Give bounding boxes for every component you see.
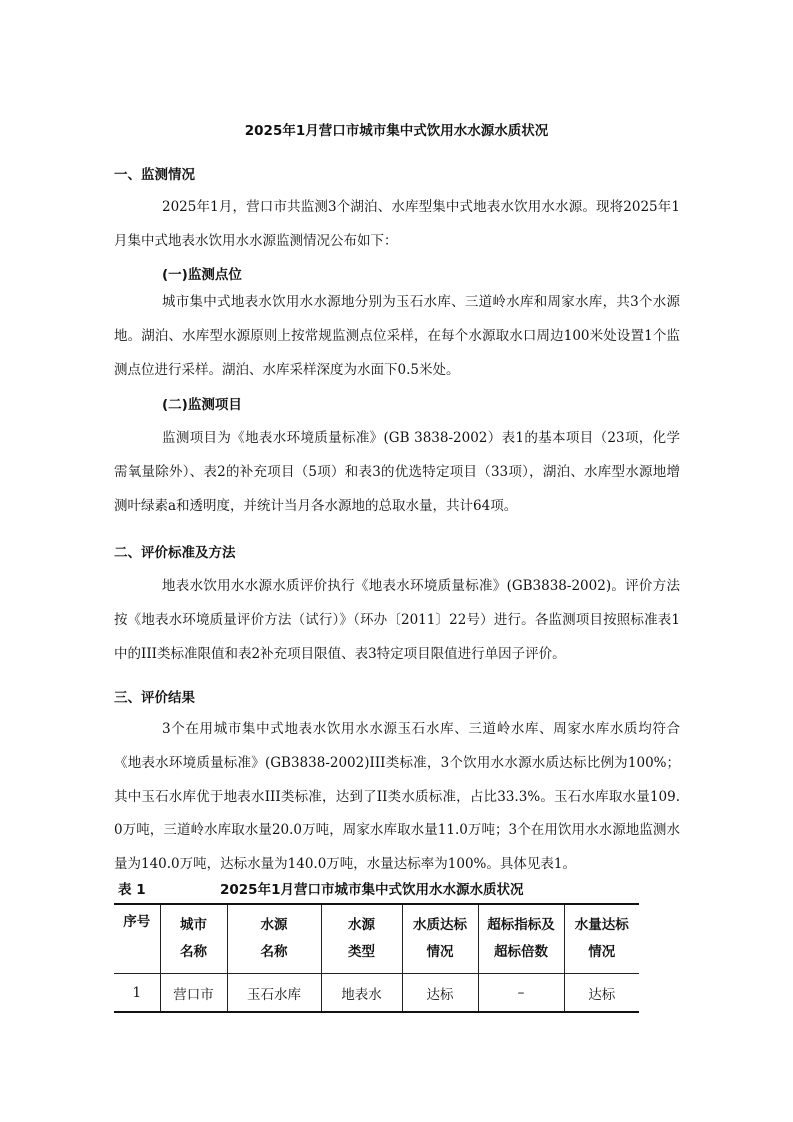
header-cell-city: 城市 名称 [160, 904, 227, 974]
table-label: 表 1 [118, 882, 146, 898]
cell-volume-status: 达标 [564, 974, 639, 1013]
section-heading-standards: 二、评价标准及方法 [114, 545, 236, 561]
table-title: 2025年1月营口市城市集中式饮用水水源水质状况 [220, 882, 524, 898]
cell-city: 营口市 [160, 974, 227, 1013]
monitoring-intro-paragraph: 2025年1月，营口市共监测3个湖泊、水库型集中式地表水饮用水水源。现将2025年1月集中式地表水饮用水水源监测情况公布如下： [114, 199, 680, 249]
header-cell-exceed-index: 超标指标及 超标倍数 [478, 904, 564, 974]
header-cell-source-type: 水源 类型 [321, 904, 402, 974]
document-title: 2025年1月营口市城市集中式饮用水水源水质状况 [244, 123, 549, 139]
subsection-heading-items: (二)监测项目 [162, 397, 242, 413]
water-quality-table [114, 903, 639, 1013]
standards-paragraph: 地表水饮用水水源水质评价执行《地表水环境质量标准》(GB3838-2002)。评价方法按《地表水环境质量评价方法（试行）》（环办〔2011〕22号）进行。各监测项目按照标准表1中的III类标准限值和表2补充项目限值、表3特定项目限值进行单因子评价。 [114, 578, 680, 662]
header-cell-index: 序号 [114, 904, 160, 974]
cell-source-type: 地表水 [321, 974, 402, 1013]
subsection-heading-points: (一)监测点位 [162, 267, 242, 283]
monitoring-points-paragraph: 城市集中式地表水饮用水水源地分别为玉石水库、三道岭水库和周家水库，共3个水源地。湖泊、水库型水源原则上按常规监测点位采样，在每个水源取水口周边100米处设置1个监测点位进行采样。湖泊、水库采样深度为水面下0.5米处。 [114, 294, 680, 378]
section-heading-monitoring: 一、监测情况 [114, 167, 195, 183]
cell-quality-status: 达标 [402, 974, 478, 1013]
cell-exceed-index: – [478, 974, 564, 1013]
table-row [114, 974, 639, 1013]
cell-source-name: 玉石水库 [227, 974, 321, 1013]
header-cell-quality-status: 水质达标 情况 [402, 904, 478, 974]
header-cell-volume-status: 水量达标 情况 [564, 904, 639, 974]
header-cell-source-name: 水源 名称 [227, 904, 321, 974]
results-paragraph: 3个在用城市集中式地表水饮用水水源玉石水库、三道岭水库、周家水库水质均符合《地表水环境质量标准》(GB3838-2002)III类标准，3个饮用水水源水质达标比例为100%；其中玉石水库优于地表水III类标准，达到了II类水质标准，占比33.3%。玉石水库取水量109.0万吨，三道岭水库取水量20.0万吨，周家水库取水量11.0万吨；3个在用饮用水水源地监测水量为140.0万吨，达标水量为140.0万吨，水量达标率为100%。具体见表1。 [114, 721, 680, 873]
section-heading-results: 三、评价结果 [114, 690, 195, 706]
monitoring-items-paragraph: 监测项目为《地表水环境质量标准》(GB 3838-2002）表1的基本项目（23项，化学需氧量除外）、表2的补充项目（5项）和表3的优选特定项目（33项），湖泊、水库型水源地增测叶绿素a和透明度，并统计当月各水源地的总取水量，共计64项。 [114, 430, 680, 514]
cell-index: 1 [114, 974, 160, 1013]
table-header-row [114, 904, 639, 974]
